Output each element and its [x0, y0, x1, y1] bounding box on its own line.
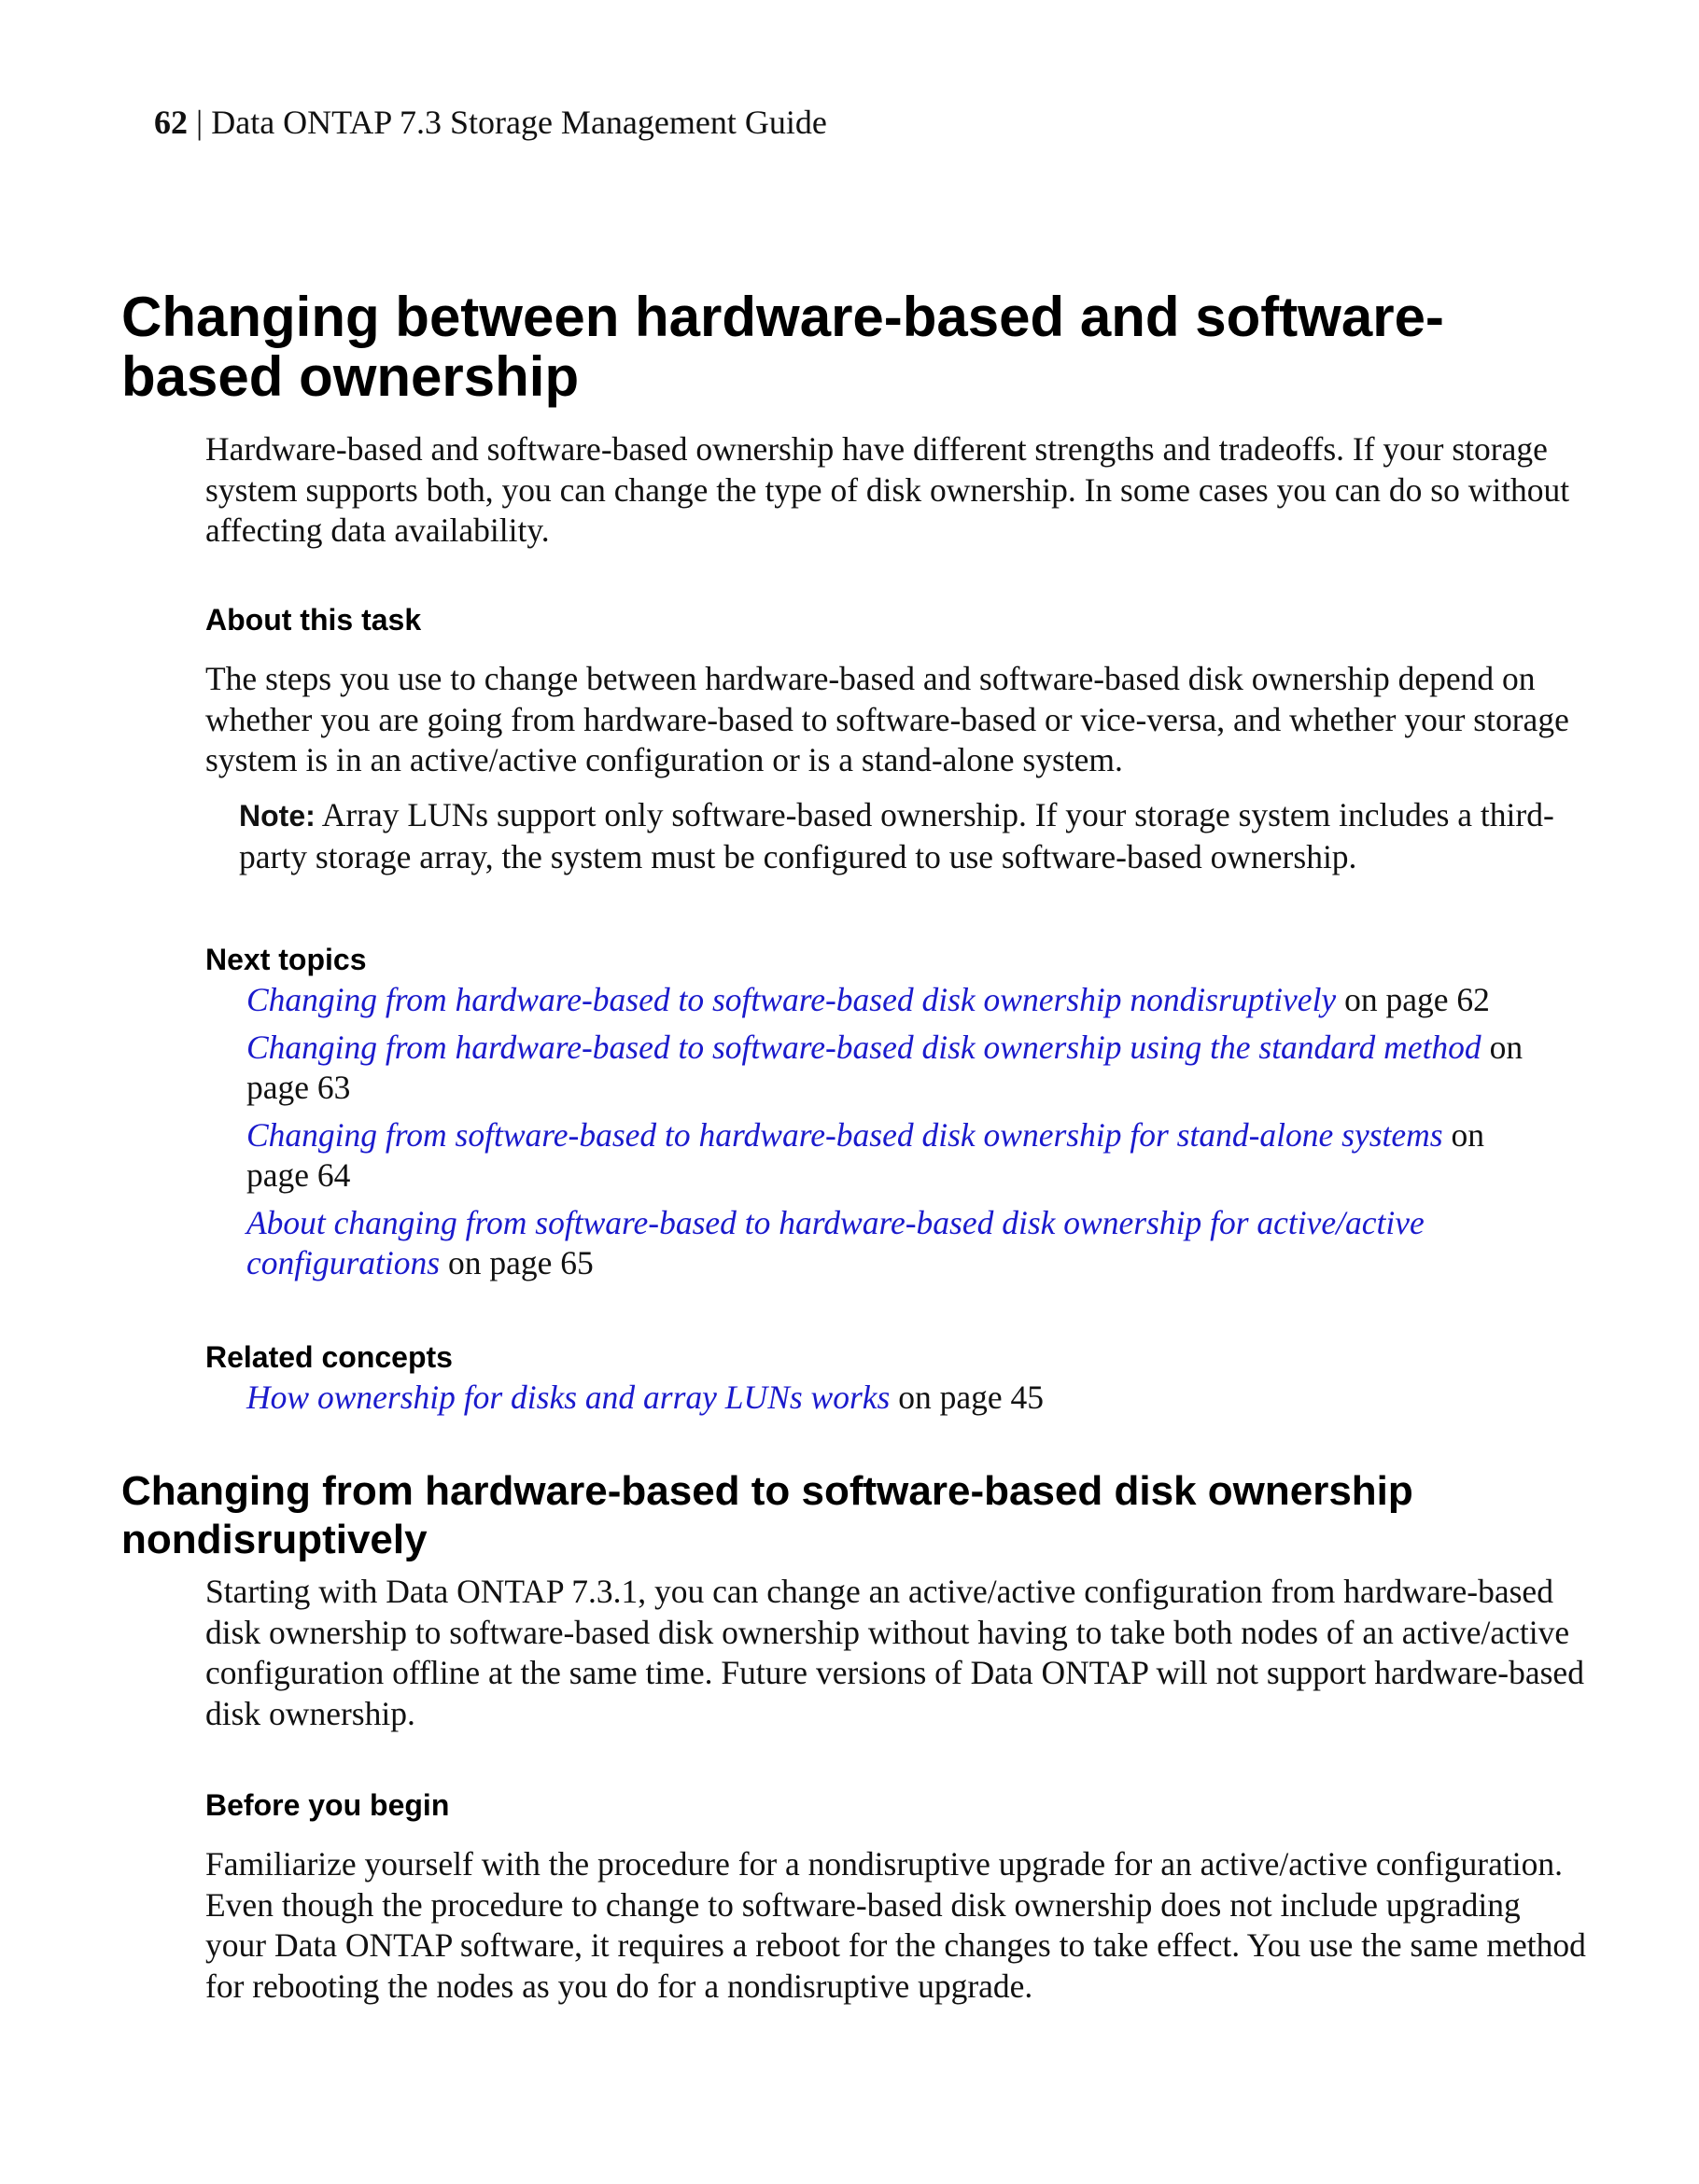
next-topic-link[interactable]: About changing from software-based to hardware-based disk ownership for active/active configurations [246, 1203, 1425, 1281]
related-concepts-heading: Related concepts [205, 1340, 453, 1374]
next-topic-item [246, 1203, 1535, 1284]
page-reference: on page 65 [440, 1244, 594, 1281]
note-label: Note: [239, 799, 316, 833]
next-topic-item [246, 1028, 1535, 1109]
page-reference: on page 63 [246, 1028, 1523, 1106]
subsection-intro: Starting with Data ONTAP 7.3.1, you can change an active/active configuration from hardware-based disk ownership to software-based disk ownership without having to take both nodes of an active/active configuration offline at the same time. Future versions of Data ONTAP will not support hardware-based disk ownership. [205, 1573, 1584, 1732]
page-reference: on page 45 [890, 1379, 1045, 1416]
next-topics-heading: Next topics [205, 943, 367, 976]
about-task-heading: About this task [205, 603, 422, 637]
before-you-begin-heading: Before you begin [205, 1788, 450, 1822]
section-title: Changing between hardware-based and software-based ownership [121, 286, 1444, 408]
page-reference: on page 62 [1336, 981, 1490, 1018]
before-you-begin-text: Familiarize yourself with the procedure for a nondisruptive upgrade for an active/active configuration. Even though the procedure to change to software-based disk ownership does not include upgrading your Data ONTAP software, it requires a reboot for the changes to take effect. You use the same method for rebooting the nodes as you do for a nondisruptive upgrade. [205, 1845, 1586, 2005]
note-text: Array LUNs support only software-based ownership. If your storage system includes a third-party storage array, the system must be configured to use software-based ownership. [239, 796, 1554, 875]
section-intro: Hardware-based and software-based ownership have different strengths and tradeoffs. If your storage system supports both, you can change the type of disk ownership. In some cases you can do so without affecting data availability. [205, 430, 1570, 549]
next-topic-item [246, 1115, 1535, 1197]
related-concept-item [246, 1378, 1535, 1419]
next-topics-list [246, 980, 1535, 1291]
page-number: 62 [154, 104, 188, 141]
related-concepts-list [246, 1378, 1535, 1425]
note-block [239, 795, 1574, 877]
subsection-title: Changing from hardware-based to software-based disk ownership nondisruptively [121, 1468, 1413, 1562]
next-topic-link[interactable]: Changing from software-based to hardware-based disk ownership for stand-alone systems [246, 1115, 1443, 1154]
header-separator: | [188, 104, 212, 141]
guide-title: Data ONTAP 7.3 Storage Management Guide [211, 104, 827, 141]
next-topic-link[interactable]: Changing from hardware-based to software-based disk ownership nondisruptively [246, 981, 1337, 1018]
next-topic-link[interactable]: Changing from hardware-based to software-based disk ownership using the standard method [246, 1028, 1481, 1066]
running-header [154, 99, 827, 146]
related-concept-link[interactable]: How ownership for disks and array LUNs works [246, 1379, 891, 1416]
about-task-text: The steps you use to change between hardware-based and software-based disk ownership depend on whether you are going from hardware-based to software-based or vice-versa, and whether your storage system is in an active/active configuration or is a stand-alone system. [205, 660, 1569, 778]
next-topic-item [246, 980, 1535, 1021]
page-reference: on page 64 [246, 1115, 1484, 1194]
